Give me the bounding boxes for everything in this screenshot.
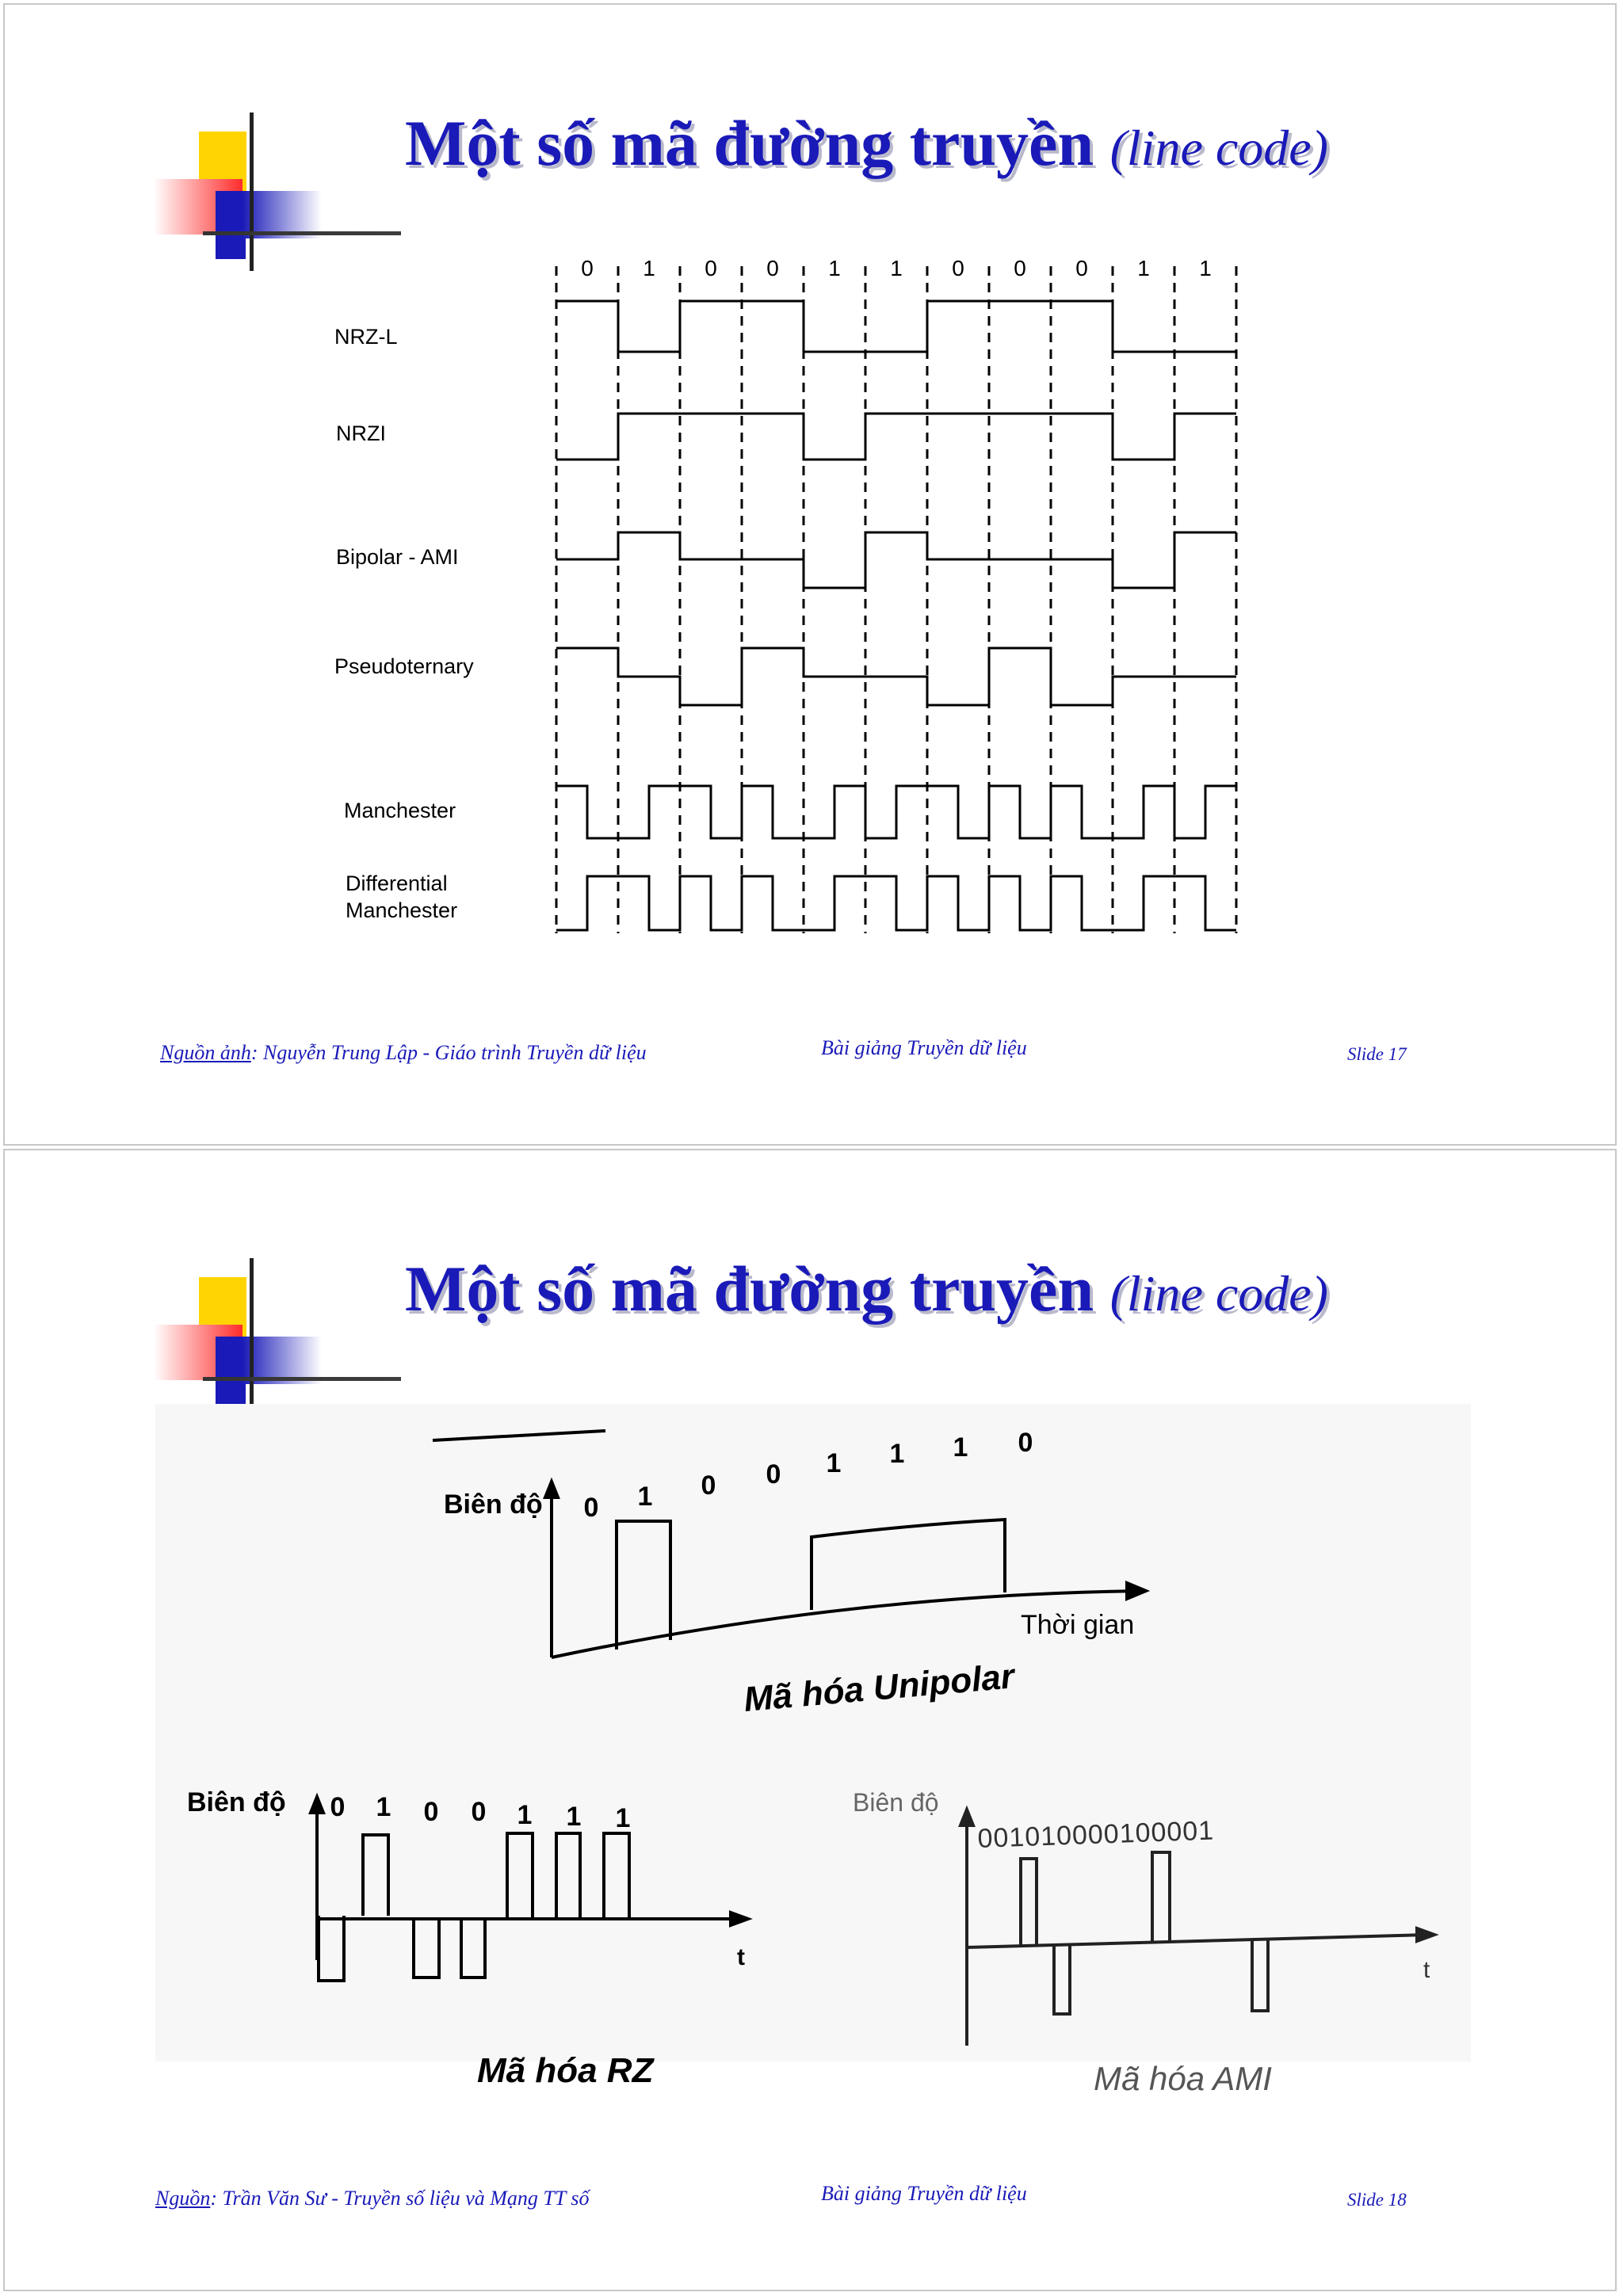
bit-label: 1	[890, 256, 903, 280]
bit-label: 1	[643, 256, 655, 280]
signal-label: Bipolar - AMI	[336, 545, 459, 569]
unipolar-bit: 0	[583, 1493, 599, 1523]
rz-bit: 1	[615, 1803, 631, 1833]
ami-bits: 001010000100001	[976, 1815, 1215, 1854]
unipolar-bit: 0	[701, 1470, 716, 1501]
signal-label: Pseudoternary	[334, 654, 474, 678]
slide-18	[3, 1149, 1617, 2291]
bit-label: 1	[1137, 256, 1150, 280]
line-code-diagram	[5, 5, 1618, 1147]
page-title: Một số mã đường truyền (line code)	[405, 1253, 1328, 1325]
signal-label: NRZI	[336, 421, 386, 445]
footer-source: Nguồn: Trần Văn Sư - Truyền số liệu và Mạng TT số	[155, 2187, 590, 2210]
pseudoternary-wave	[556, 648, 1236, 705]
slide-number: Slide 17	[1347, 1044, 1407, 1064]
signal-label: Manchester	[346, 898, 458, 922]
unipolar-bit: 1	[637, 1482, 653, 1512]
footer-course: Bài giảng Truyền dữ liệu	[821, 1036, 1027, 1059]
unipolar-bit: 1	[826, 1448, 842, 1478]
unipolar-bit: 1	[953, 1432, 968, 1463]
bit-label: 1	[1199, 256, 1212, 280]
rz-bit: 1	[517, 1800, 533, 1830]
bit-label: 0	[766, 256, 779, 280]
page-title: Một số mã đường truyền (line code)	[405, 107, 1328, 179]
bit-label: 0	[952, 256, 964, 280]
differential-manchester-wave	[556, 876, 1236, 930]
rz-xlabel: t	[737, 1944, 745, 1970]
rz-bit: 1	[376, 1792, 391, 1822]
unipolar-xlabel: Thời gian	[1021, 1610, 1135, 1640]
bipolar-ami-wave	[556, 532, 1236, 588]
rz-bit: 0	[423, 1797, 439, 1827]
signal-label: Differential	[346, 871, 448, 895]
signal-label: Manchester	[344, 799, 456, 822]
bit-label: 0	[705, 256, 717, 280]
nrzi-wave	[556, 414, 1236, 460]
ami-caption: Mã hóa AMI	[1094, 2060, 1272, 2097]
bit-label: 1	[828, 256, 841, 280]
rz-bit: 1	[566, 1802, 582, 1832]
bit-label: 0	[581, 256, 594, 280]
nrz-l-wave	[556, 301, 1236, 352]
rz-caption: Mã hóa RZ	[477, 2051, 654, 2090]
slide-number: Slide 18	[1347, 2190, 1407, 2210]
footer-course: Bài giảng Truyền dữ liệu	[821, 2182, 1027, 2205]
unipolar-caption: Mã hóa Unipolar	[742, 1657, 1016, 1719]
bit-label: 0	[1075, 256, 1088, 280]
rz-bit: 0	[471, 1797, 487, 1827]
signal-label: NRZ-L	[334, 325, 398, 349]
slide-17	[3, 3, 1617, 1146]
bit-label: 0	[1014, 256, 1026, 280]
unipolar-bit: 0	[766, 1459, 781, 1489]
ami-ylabel: Biên độ	[853, 1788, 939, 1817]
ami-xlabel: t	[1423, 1957, 1430, 1983]
rz-ylabel: Biên độ	[187, 1787, 286, 1817]
encoding-figures	[5, 1150, 1618, 2293]
unipolar-bit: 0	[1018, 1428, 1033, 1458]
unipolar-bit: 1	[889, 1439, 905, 1469]
unipolar-ylabel: Biên độ	[444, 1489, 543, 1520]
manchester-wave	[556, 786, 1236, 838]
rz-bit: 0	[330, 1792, 346, 1822]
footer-source: Nguồn ảnh: Nguyễn Trung Lập - Giáo trình Truyền dữ liệu	[160, 1041, 647, 1064]
